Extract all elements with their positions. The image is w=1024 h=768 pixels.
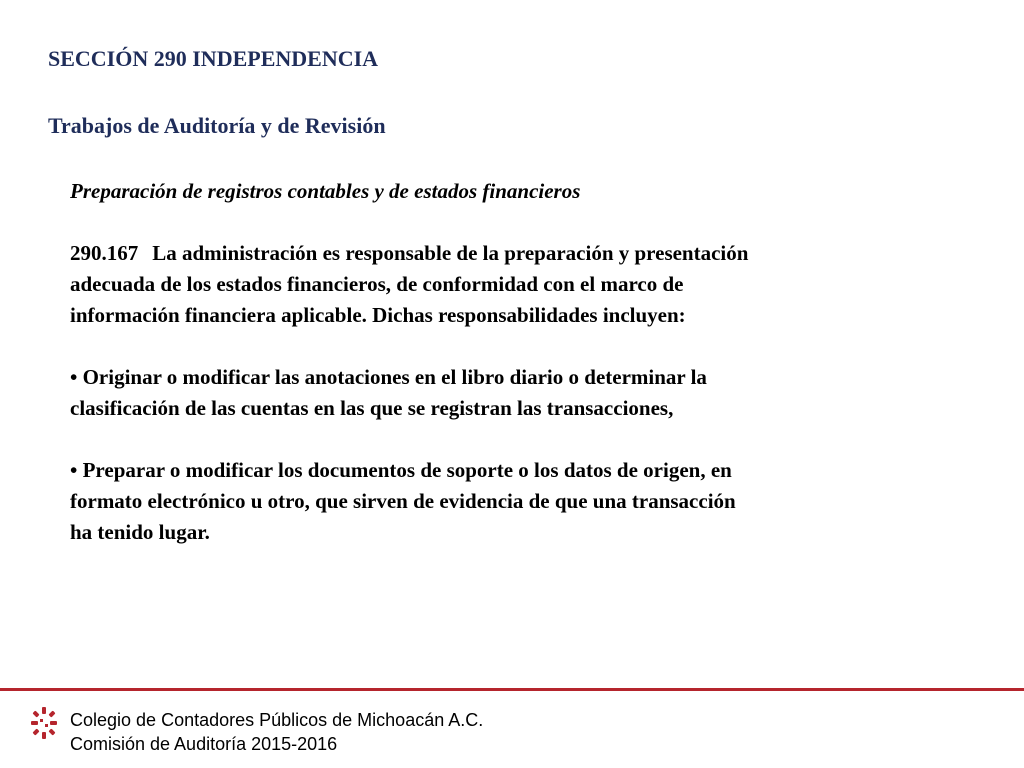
paragraph-number: 290.167 [70,241,139,265]
slide-subtitle: Trabajos de Auditoría y de Revisión [48,113,386,138]
college-logo-icon [30,706,58,740]
paragraph-line-text: La administración es responsable de la preparación y presentación [152,241,749,265]
paragraph-290-167 [70,238,950,331]
bullet-item [70,362,950,424]
bullet-line: clasificación de las cuentas en las que se registran las transacciones, [70,396,674,420]
subheading: Preparación de registros contables y de estados financieros [70,179,581,203]
paragraph-line: información financiera aplicable. Dichas responsabilidades incluyen: [70,303,686,327]
bullet-line: • Preparar o modificar los documentos de soporte o los datos de origen, en [70,458,732,482]
paragraph-line [70,238,950,269]
footer-commission: Comisión de Auditoría 2015-2016 [70,734,338,754]
paragraph-line: adecuada de los estados financieros, de conformidad con el marco de [70,272,684,296]
footer-text [70,708,483,756]
bullet-line: formato electrónico u otro, que sirven de evidencia de que una transacción [70,489,736,513]
slide-content [70,176,950,579]
footer-organization: Colegio de Contadores Públicos de Michoacán A.C. [70,710,484,730]
bullet-line: • Originar o modificar las anotaciones en el libro diario o determinar la [70,365,707,389]
bullet-item [70,455,950,548]
section-title: SECCIÓN 290 INDEPENDENCIA [48,46,379,71]
footer-divider [0,688,1024,691]
bullet-line: ha tenido lugar. [70,520,210,544]
